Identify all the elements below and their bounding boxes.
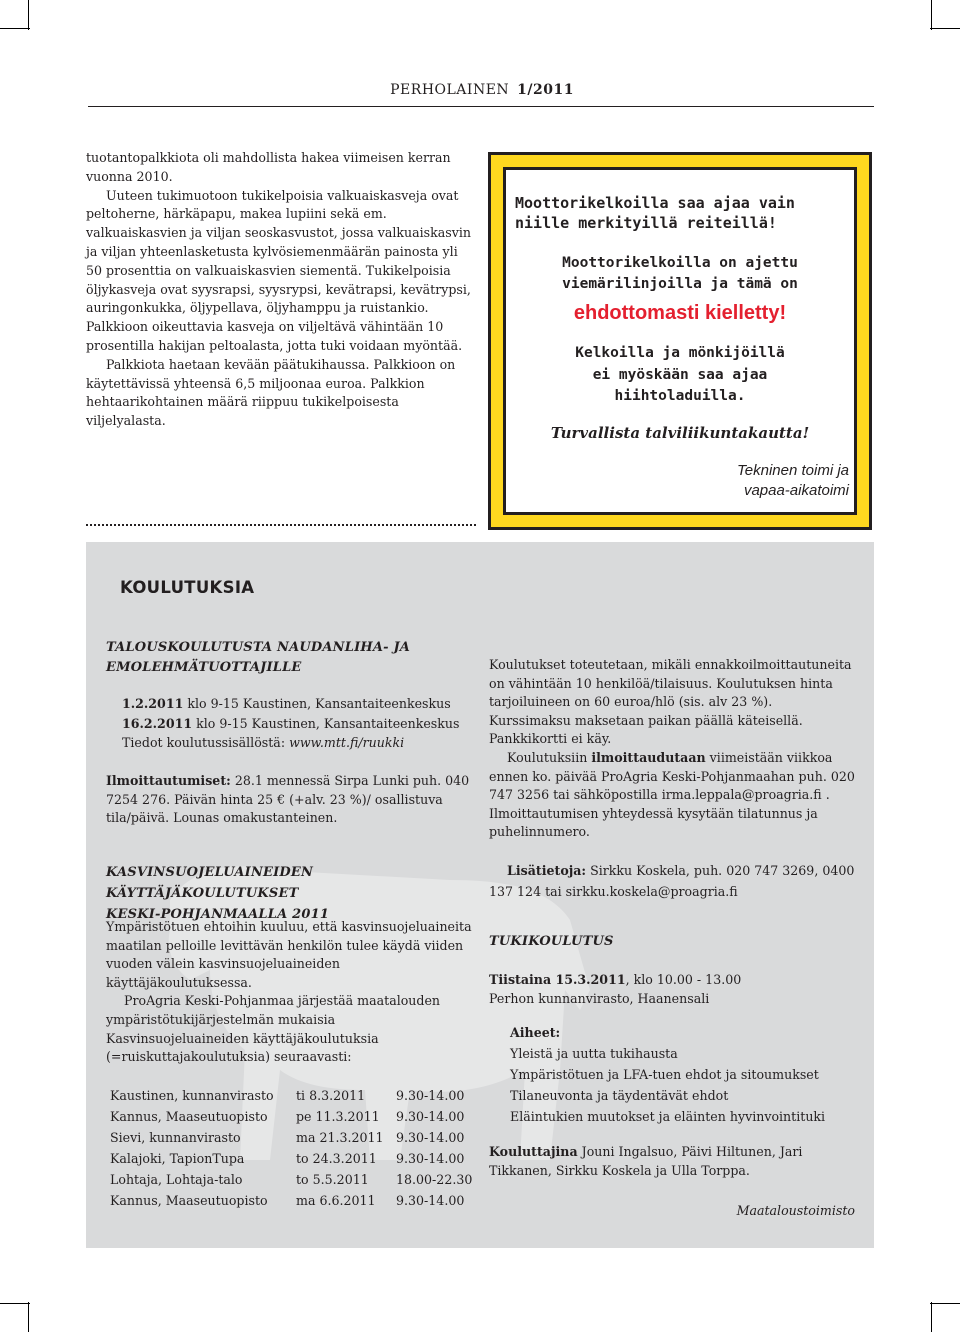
schedule-time: 9.30-14.00 — [396, 1109, 465, 1124]
date-value: 16.2.2011 — [122, 715, 193, 731]
crop-mark — [0, 1303, 30, 1304]
date-row — [489, 970, 741, 989]
date-value: 1.2.2011 — [122, 696, 184, 711]
crop-mark — [930, 1303, 960, 1304]
date-text: klo 9-15 Kaustinen, Kansantaiteenkeskus — [196, 715, 460, 731]
course-heading-line: KASVINSUOJELUAINEIDEN KÄYTTÄJÄKOULUTUKSET — [106, 865, 314, 901]
course-dates — [122, 694, 459, 753]
schedule-date: ti 8.3.2011 — [296, 1088, 366, 1103]
info-label: Tiedot koulutussisällöstä: — [122, 735, 286, 751]
course-place: Perhon kunnanvirasto, Haanensali — [489, 991, 710, 1006]
intro-paragraph: Uuteen tukimuotoon tukikelpoisia valkuaiskasveja ovat peltoherne, härkäpapu, makea lupiini sekä em. valkuaiskasvien ja viljan seoskasvustot, jossa valkuaiskasvin ja viljan yhteenlasketusta kylvösiemenmäärän painosta yli 50 prosenttia on valkuaiskasvien siementä. Tukikelpoisia öljykasveja ovat syysrapsi, syysrypsi, kevätrapsi, kevätrypsi, auringonkukka, öljypellava, öljyhamppu ja ruistankio. Palkkioon oikeuttavia kasveja on viljeltävä vähintään 10 prosentilla hakijan peltoalasta, jotta tuki voidaan myöntää. — [86, 187, 471, 353]
schedule-date: ma 21.3.2011 — [296, 1130, 384, 1145]
date-value: Tiistaina 15.3.2011 — [489, 972, 626, 987]
author-signature: Maataloustoimisto — [736, 1203, 855, 1218]
schedule-place: Kannus, Maaseutuopisto — [110, 1109, 268, 1124]
schedule-date: pe 11.3.2011 — [296, 1109, 380, 1124]
description-paragraph: Ympäristötuen ehtoihin kuuluu, että kasvinsuojeluaineita maatilan pelloille levittävän henkilön tulee käydä viiden vuoden välein kasvinsuojeluaineiden käyttäjäkoulutuksessa. — [106, 919, 472, 990]
schedule-row — [110, 1088, 476, 1109]
schedule-row — [110, 1109, 476, 1130]
course-heading: TUKIKOULUTUS — [489, 934, 614, 949]
schedule-date: to 24.3.2011 — [296, 1151, 377, 1166]
notice-text: Kelkoilla ja mönkijöillä — [575, 345, 785, 361]
schedule-time: 18.00-22.30 — [396, 1172, 473, 1187]
notice-text: viemärilinjoilla ja tämä on — [562, 276, 798, 292]
terms-text: viimeistään viikkoa ennen ko. päivää ProAgria Keski-Pohjanmaahan puh. 020 747 3256 tai sähköpostilla irma.leppala@proagria.fi . Ilmoittautumisen yhteydessä kysytään tilatunnus ja puhelinnumero. — [489, 749, 855, 840]
notice-line-3 — [491, 343, 869, 408]
intro-article — [86, 149, 476, 431]
schedule-place: Kalajoki, TapionTupa — [110, 1151, 245, 1166]
topic-item: Ympäristötuen ja LFA-tuen ehdot ja sitoumukset — [510, 1067, 819, 1082]
crop-mark — [931, 1302, 932, 1332]
notice-signature — [737, 461, 849, 501]
crop-mark — [0, 28, 30, 29]
notice-text: Moottorikelkoilla on ajettu — [562, 255, 798, 271]
registration-label: Ilmoittautumiset: — [106, 773, 231, 788]
contact-label: Lisätietoja: — [507, 863, 587, 878]
schedule-place: Kaustinen, kunnanvirasto — [110, 1088, 274, 1103]
schedule-body — [110, 1088, 476, 1214]
notice-signature-line: Tekninen toimi ja — [736, 462, 849, 479]
notice-line-1 — [515, 193, 795, 233]
schedule-row — [110, 1172, 476, 1193]
registration-body: 28.1 mennessä Sirpa Lunki puh. 040 7254 276. Päivän hinta 25 € (+alv. 23 %)/ osallistuva tila/päivä. Lounas omakustanteinen. — [106, 773, 470, 826]
terms-paragraph: Koulutukset toteutetaan, mikäli ennakkoilmoittautuneita on vähintään 10 henkilöä/tilaisuus. Koulutuksen hinta tarjoiluineen on 60 euroa/hlö (sis. alv 23 %). Kurssimaksu maksetaan paikan päällä käteisellä. Pankkikortti ei käy. — [489, 657, 852, 747]
schedule-time: 9.30-14.00 — [396, 1193, 465, 1208]
notice-text: Moottorikelkoilla saa ajaa vain — [515, 194, 795, 212]
schedule-place: Sievi, kunnanvirasto — [110, 1130, 241, 1145]
crop-mark — [28, 0, 29, 30]
schedule-time: 9.30-14.00 — [396, 1130, 465, 1145]
topic-item: Eläintukien muutokset ja eläinten hyvinvointituki — [510, 1109, 826, 1124]
course-heading — [106, 862, 486, 925]
notice-text: hiihtoladuilla. — [614, 388, 746, 404]
course-date — [489, 970, 741, 1008]
crop-mark — [931, 0, 932, 30]
course-heading-line: KESKI-POHJANMAALLA 2011 — [106, 907, 330, 922]
schedule-place: Kannus, Maaseutuopisto — [110, 1193, 268, 1208]
notice-warning: ehdottomasti kielletty! — [573, 302, 787, 324]
course-terms — [489, 656, 857, 842]
notice-signature-line: vapaa-aikatoimi — [743, 482, 849, 499]
crop-mark — [28, 1302, 29, 1332]
issue-number: 1/2011 — [517, 82, 574, 98]
intro-paragraph: tuotantopalkkiota oli mahdollista hakea viimeisen kerran vuonna 2010. — [86, 150, 451, 184]
topics-list — [510, 1022, 825, 1127]
contact-text: Sirkku Koskela, puh. 020 747 3269, 0400 137 124 tai sirkku.koskela@proagria.fi — [489, 863, 855, 899]
trainers-label: Kouluttajina — [489, 1144, 578, 1159]
course-heading-line: TALOUSKOULUTUSTA NAUDANLIHA- JA — [106, 640, 411, 655]
terms-text: Koulutuksiin — [507, 749, 588, 765]
registration-text — [106, 772, 481, 828]
snowmobile-notice — [488, 152, 872, 530]
schedule-time: 9.30-14.00 — [396, 1088, 465, 1103]
date-row — [122, 714, 459, 734]
terms-paragraph — [489, 749, 857, 842]
dotted-divider — [86, 514, 476, 526]
course-heading-line: EMOLEHMÄTUOTTAJILLE — [106, 660, 302, 675]
topic-item: Tilaneuvonta ja täydentävät ehdot — [510, 1088, 729, 1103]
notice-text: niille merkityillä reiteillä! — [515, 214, 777, 232]
notice-line-2 — [491, 253, 869, 295]
info-link[interactable]: www.mtt.fi/ruukki — [289, 735, 405, 751]
publication-title: PERHOLAINEN — [390, 82, 510, 98]
schedule-place: Lohtaja, Lohtaja-talo — [110, 1172, 243, 1187]
terms-bold: ilmoittaudutaan — [591, 749, 706, 765]
topics-label: Aiheet: — [510, 1025, 561, 1040]
page-header — [390, 82, 574, 98]
contact-info — [489, 860, 857, 902]
schedule-time: 9.30-14.00 — [396, 1151, 465, 1166]
schedule-table — [110, 1088, 476, 1214]
section-title: KOULUTUKSIA — [120, 578, 255, 597]
info-row — [122, 733, 459, 753]
topic-item: Yleistä ja uutta tukihausta — [510, 1046, 678, 1061]
notice-safety-line: Turvallista talviliikuntakautta! — [550, 424, 810, 442]
intro-paragraph: Palkkiota haetaan kevään päätukihaussa. Palkkioon on käytettävissä yhteensä 6,5 miljoonaa euroa. Palkkion hehtaarikohtainen määrä riippuu tukikelpoisesta viljelyalasta. — [86, 356, 456, 429]
crop-mark — [930, 28, 960, 29]
schedule-row — [110, 1193, 476, 1214]
schedule-row — [110, 1151, 476, 1172]
course-heading — [106, 638, 486, 678]
schedule-row — [110, 1130, 476, 1151]
date-text: , klo 10.00 - 13.00 — [625, 972, 742, 987]
schedule-date: ma 6.6.2011 — [296, 1193, 376, 1208]
trainers-text — [489, 1142, 849, 1180]
description-paragraph: ProAgria Keski-Pohjanmaa järjestää maatalouden ympäristötukijärjestelmän mukaisia Kasvinsuojeluaineiden käyttäjäkoulutuksia (=ruiskuttajakoulutuksia) seuraavasti: — [106, 993, 441, 1065]
schedule-date: to 5.5.2011 — [296, 1172, 369, 1187]
notice-text: ei myöskään saa ajaa — [592, 366, 768, 383]
date-text: klo 9-15 Kaustinen, Kansantaiteenkeskus — [187, 696, 451, 711]
date-row — [122, 694, 459, 714]
header-divider — [88, 106, 874, 107]
trainers-names: Jouni Ingalsuo, Päivi Hiltunen, Jari Tikkanen, Sirkku Koskela ja Ulla Torppa. — [489, 1144, 803, 1178]
course-description — [106, 918, 474, 1067]
